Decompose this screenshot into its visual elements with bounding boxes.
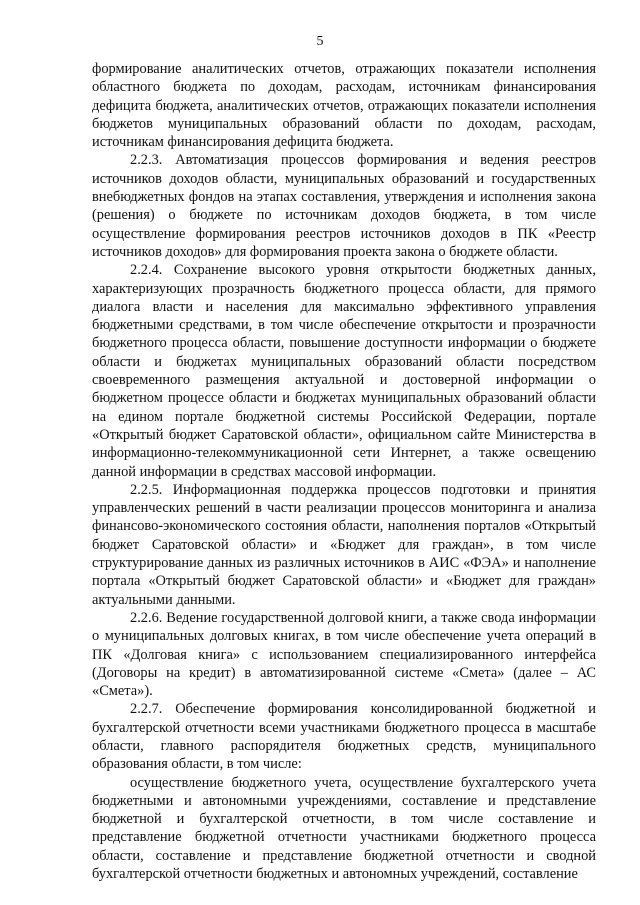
paragraph-2-2-3: 2.2.3. Автоматизация процессов формирования и ведения реестров источников доходов области, муниципальных образований и государственных внебюджетных фондов на этапах составления, утверждения и исполнения закона (решения) о бюджете по источникам доходов бюджета, в том числе осуществление формирования реестров источников доходов в ПК «Реестр источников доходов» для формирования проекта закона о бюджете области. bbox=[92, 152, 596, 260]
paragraph-2-2-6: 2.2.6. Ведение государственной долговой книги, а также свода информации о муниципальных долговых книгах, в том числе обеспечение учета операций в ПК «Долговая книга» с использованием специализированного интерфейса (Договоры на кредит) в автоматизированной системе «Смета» (далее – АС «Смета»). bbox=[92, 609, 596, 700]
page-number: 5 bbox=[316, 34, 324, 49]
paragraph-accounting-list: осуществление бюджетного учета, осуществление бухгалтерского учета бюджетными и автономными учреждениями, составление и представление бюджетной и бухгалтерской отчетности, в том числе составление и представление бюджетной отчетности участниками бюджетного процесса области, составление и представление бюджетной отчетности и сводной бухгалтерской отчетности бюджетных и автономных учреждений, составление bbox=[92, 774, 596, 883]
document-body bbox=[92, 60, 596, 883]
paragraph-analytics-continuation: формирование аналитических отчетов, отражающих показатели исполнения областного бюджета по доходам, расходам, источникам финансирования дефицита бюджета, аналитических отчетов, отражающих показатели исполнения бюджетов муниципальных образований области по доходам, расходам, источникам финансирования дефицита бюджета. bbox=[92, 61, 596, 151]
paragraph-2-2-5: 2.2.5. Информационная поддержка процессов подготовки и принятия управленческих решений в части реализации процессов мониторинга и анализа финансово-экономического состояния области, наполнения порталов «Открытый бюджет Саратовской области» и «Бюджет для граждан», в том числе структурирование данных из различных источников в АИС «ФЭА» и наполнение портала «Открытый бюджет Саратовской области» и «Бюджет для граждан» актуальными данными. bbox=[92, 481, 596, 608]
paragraph-2-2-7: 2.2.7. Обеспечение формирования консолидированной бюджетной и бухгалтерской отчетности всеми участниками бюджетного процесса в масштабе области, главного распорядителя бюджетных средств, муниципального образования области, в том числе: bbox=[92, 701, 596, 773]
paragraph-2-2-4: 2.2.4. Сохранение высокого уровня открытости бюджетных данных, характеризующих прозрачность бюджетного процесса области, для прямого диалога власти и населения для максимально эффективного управления бюджетными средствами, в том числе обеспечение открытости и прозрачности бюджетного процесса области, повышение доступности информации о бюджете области и бюджетах муниципальных образований области посредством своевременного размещения актуальной и достоверной информации о бюджетном процессе области и бюджетах муниципальных образований области на едином портале бюджетной системы Российской Федерации, портале «Открытый бюджет Саратовской области», официальном сайте Министерства в информационно-телекоммуникационной сети Интернет, а также освещению данной информации в средствах массовой информации. bbox=[92, 262, 596, 480]
